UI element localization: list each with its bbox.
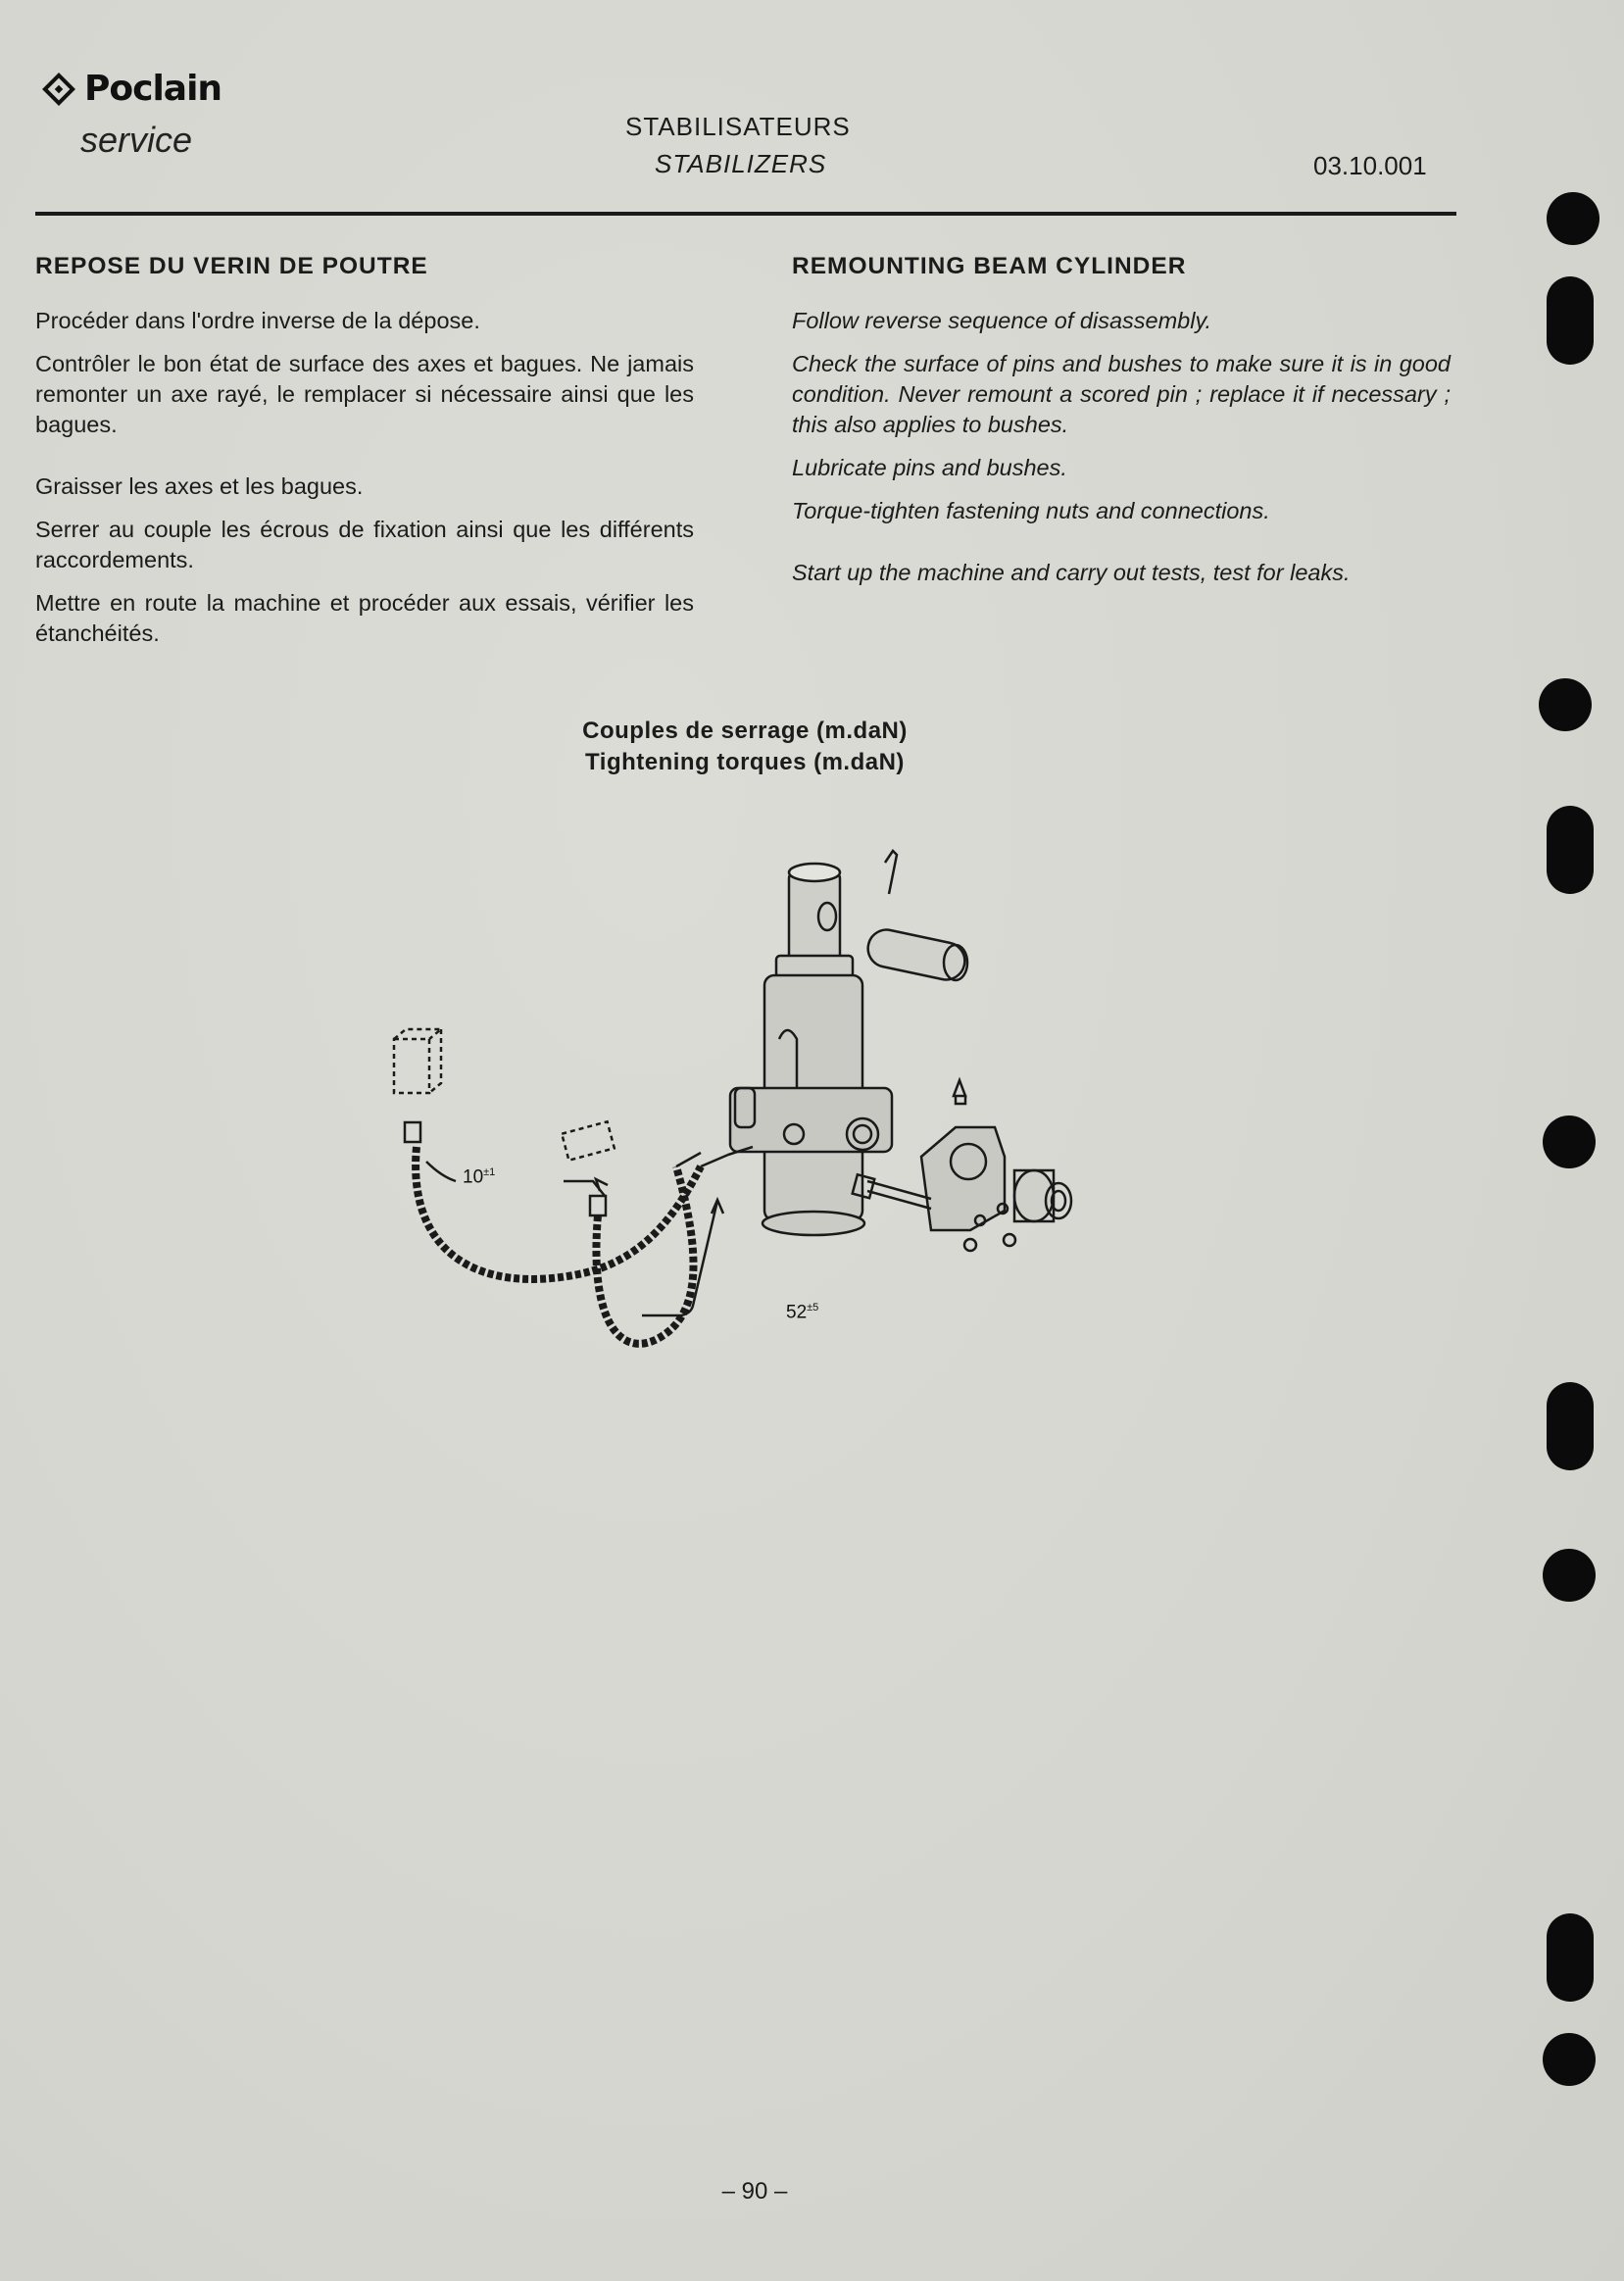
punch-hole [1547,192,1599,245]
english-heading: REMOUNTING BEAM CYLINDER [792,253,1187,279]
punch-hole [1547,1382,1594,1470]
en-paragraph: Torque-tighten fastening nuts and connections. [792,498,1270,523]
exploded-view-illustration [372,843,1078,1372]
bolt-torque-label: $52^{\pm 5}$ [786,1302,819,1323]
section-title-fr: STABILISATEURS [625,112,851,141]
brand-name: Poclain [84,69,222,109]
punch-hole [1547,806,1594,894]
fr-paragraph: Procéder dans l'ordre inverse de la dépose. [35,308,480,333]
fr-paragraph: Serrer au couple les écrous de fixation ainsi que les différents raccordements. [35,517,694,572]
en-paragraph: Check the surface of pins and bushes to make sure it is in good condition. Never remount a scored pin ; replace it if necessary ; this also applies to bushes. [792,351,1451,437]
punch-hole [1543,2033,1596,2086]
punch-hole [1539,678,1592,731]
page-number: – 90 – [721,2178,788,2205]
fr-paragraph: Graisser les axes et les bagues. [35,473,364,499]
en-paragraph: Lubricate pins and bushes. [792,455,1067,480]
torque-caption-en: Tightening torques (m.daN) [585,749,905,775]
torque-caption [0,716,1490,778]
en-paragraph: Start up the machine and carry out tests, test for leaks. [792,560,1351,585]
diamond-logo-icon [42,73,75,106]
punch-hole [1543,1116,1596,1168]
french-column [35,247,694,662]
torque-caption-fr: Couples de serrage (m.daN) [582,718,908,744]
punch-hole [1547,1913,1594,2002]
en-paragraph: Follow reverse sequence of disassembly. [792,308,1211,333]
punch-hole [1543,1549,1596,1602]
document-code: 03.10.001 [1313,151,1427,180]
hose-torque-label: $10^{\pm 1}$ [463,1166,496,1188]
french-heading: REPOSE DU VERIN DE POUTRE [35,253,428,279]
english-column [792,247,1451,601]
poclain-logo [43,69,221,109]
section-title-en: STABILIZERS [655,149,827,178]
punch-hole [1547,276,1594,365]
fr-paragraph: Mettre en route la machine et procéder aux essais, vérifier les étanchéités. [35,590,694,646]
fr-paragraph: Contrôler le bon état de surface des axes et bagues. Ne jamais remonter un axe rayé, le remplacer si nécessaire ainsi que les bagues. [35,351,694,437]
service-label: service [80,120,193,160]
cylinder-drawing [372,843,1078,1372]
header-divider [35,212,1456,216]
